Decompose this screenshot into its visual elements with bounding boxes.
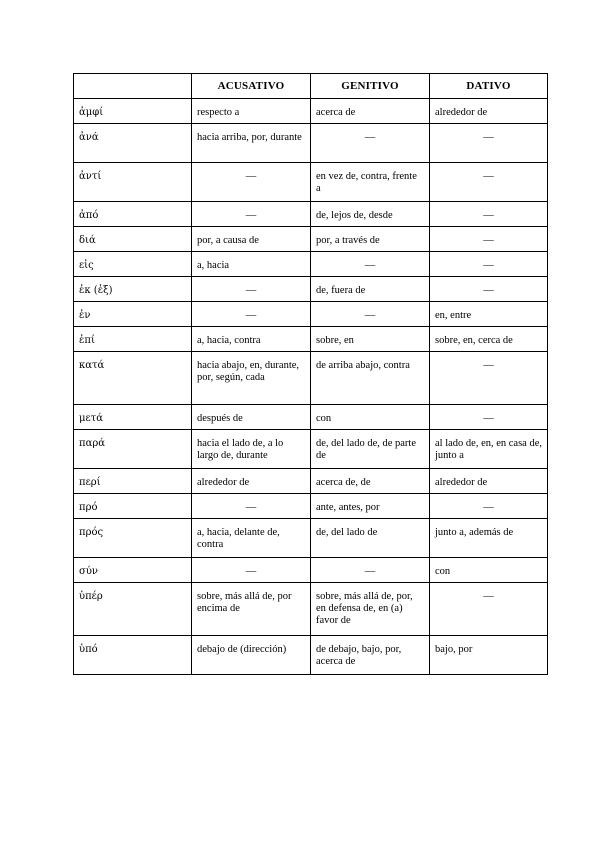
table-row [74, 99, 548, 124]
preposition-text: σύν [79, 566, 98, 577]
cell-dativo [430, 277, 548, 302]
cell-dativo [430, 519, 548, 558]
dativo-text: sobre, en, cerca de [435, 335, 513, 346]
dativo-text: — [483, 285, 494, 296]
dativo-text: — [483, 591, 494, 602]
cell-genitivo [311, 252, 430, 277]
header-cell-dativo: DATIVO [430, 74, 548, 99]
cell-acusativo [192, 202, 311, 227]
cell-preposition [74, 99, 192, 124]
table-row [74, 352, 548, 405]
acusativo-text: alrededor de [197, 477, 250, 488]
cell-dativo [430, 558, 548, 583]
cell-preposition [74, 124, 192, 163]
cell-dativo [430, 163, 548, 202]
cell-dativo [430, 202, 548, 227]
table-row [74, 302, 548, 327]
genitivo-text: de arriba abajo, contra [316, 360, 410, 371]
cell-dativo [430, 352, 548, 405]
acusativo-text: — [245, 210, 257, 221]
preposition-text: παρά [79, 438, 105, 449]
cell-preposition [74, 163, 192, 202]
cell-dativo [430, 430, 548, 469]
acusativo-text: a, hacia, delante de, contra [197, 527, 280, 550]
dativo-text: — [483, 171, 494, 182]
table-header-row [74, 74, 548, 99]
acusativo-text: debajo de (dirección) [197, 644, 287, 655]
cell-dativo [430, 302, 548, 327]
acusativo-text: — [245, 285, 257, 296]
acusativo-text: — [245, 502, 257, 513]
genitivo-text: — [364, 260, 376, 271]
dativo-text: al lado de, en, en casa de, junto a [435, 438, 542, 461]
genitivo-text: acerca de [316, 107, 356, 118]
cell-acusativo [192, 405, 311, 430]
cell-genitivo [311, 352, 430, 405]
acusativo-text: hacia arriba, por, durante [197, 132, 302, 143]
cell-genitivo [311, 430, 430, 469]
table-row [74, 469, 548, 494]
cell-genitivo [311, 558, 430, 583]
cell-dativo [430, 636, 548, 675]
cell-preposition [74, 469, 192, 494]
genitivo-text: sobre, en [316, 335, 354, 346]
table-row [74, 124, 548, 163]
cell-acusativo [192, 227, 311, 252]
acusativo-text: hacia abajo, en, durante, por, según, cada [197, 360, 300, 383]
preposition-text: ἐκ (ἐξ) [79, 285, 113, 296]
cell-genitivo [311, 302, 430, 327]
dativo-text: — [483, 413, 494, 424]
preposition-text: κατά [79, 360, 105, 371]
cell-dativo [430, 327, 548, 352]
dativo-text: — [483, 260, 494, 271]
acusativo-text: sobre, más allá de, por encima de [197, 591, 292, 614]
table-row [74, 277, 548, 302]
cell-genitivo [311, 583, 430, 636]
cell-dativo [430, 583, 548, 636]
acusativo-text: después de [197, 413, 243, 424]
cell-preposition [74, 494, 192, 519]
acusativo-text: a, hacia [197, 260, 230, 271]
acusativo-text: — [245, 171, 257, 182]
table-body [74, 99, 548, 675]
cell-preposition [74, 405, 192, 430]
preposition-text: εἰς [79, 260, 94, 271]
cell-dativo [430, 405, 548, 430]
genitivo-text: sobre, más allá de, por, en defensa de, en (a) favor de [316, 591, 413, 626]
table-row [74, 327, 548, 352]
cell-genitivo [311, 277, 430, 302]
table-row [74, 252, 548, 277]
cell-acusativo [192, 558, 311, 583]
cell-preposition [74, 519, 192, 558]
table-row [74, 227, 548, 252]
cell-genitivo [311, 327, 430, 352]
genitivo-text: con [316, 413, 332, 424]
cell-dativo [430, 124, 548, 163]
cell-acusativo [192, 636, 311, 675]
cell-genitivo [311, 227, 430, 252]
cell-acusativo [192, 352, 311, 405]
cell-acusativo [192, 583, 311, 636]
preposition-text: ἀμφί [79, 107, 104, 118]
dativo-text: — [483, 360, 494, 371]
acusativo-text: respecto a [197, 107, 240, 118]
cell-preposition [74, 636, 192, 675]
genitivo-text: por, a través de [316, 235, 380, 246]
cell-preposition [74, 202, 192, 227]
dativo-text: en, entre [435, 310, 472, 321]
dativo-text: alrededor de [435, 107, 488, 118]
preposition-text: ἀντί [79, 171, 102, 182]
dativo-text: — [483, 132, 494, 143]
cell-preposition [74, 430, 192, 469]
cell-preposition [74, 583, 192, 636]
cell-preposition [74, 352, 192, 405]
cell-acusativo [192, 430, 311, 469]
cell-dativo [430, 469, 548, 494]
cell-genitivo [311, 163, 430, 202]
genitivo-text: de debajo, bajo, por, acerca de [316, 644, 402, 667]
preposition-text: περί [79, 477, 101, 488]
acusativo-text: — [245, 566, 257, 577]
preposition-text: ἐν [79, 310, 91, 321]
cell-genitivo [311, 405, 430, 430]
dativo-text: junto a, además de [435, 527, 514, 538]
cell-acusativo [192, 494, 311, 519]
acusativo-text: a, hacia, contra [197, 335, 261, 346]
genitivo-text: de, del lado de, de parte de [316, 438, 416, 461]
acusativo-text: hacia el lado de, a lo largo de, durante [197, 438, 284, 461]
cell-preposition [74, 227, 192, 252]
cell-genitivo [311, 124, 430, 163]
cell-dativo [430, 227, 548, 252]
genitivo-text: de, fuera de [316, 285, 366, 296]
preposition-text: ἀνά [79, 132, 99, 143]
table-row [74, 430, 548, 469]
prepositions-table [73, 73, 548, 675]
cell-genitivo [311, 519, 430, 558]
cell-genitivo [311, 99, 430, 124]
dativo-text: — [483, 210, 494, 221]
preposition-text: μετά [79, 413, 103, 424]
preposition-text: πρός [79, 527, 104, 538]
acusativo-text: por, a causa de [197, 235, 259, 246]
genitivo-text: — [364, 566, 376, 577]
preposition-text: ὑπό [79, 644, 98, 655]
cell-acusativo [192, 302, 311, 327]
cell-genitivo [311, 469, 430, 494]
preposition-text: πρό [79, 502, 98, 513]
table-row [74, 494, 548, 519]
dativo-text: — [483, 235, 494, 246]
cell-acusativo [192, 124, 311, 163]
preposition-text: ἀπό [79, 210, 99, 221]
table-row [74, 163, 548, 202]
dativo-text: bajo, por [435, 644, 473, 655]
cell-acusativo [192, 252, 311, 277]
cell-acusativo [192, 99, 311, 124]
cell-acusativo [192, 469, 311, 494]
cell-acusativo [192, 163, 311, 202]
preposition-text: ἐπί [79, 335, 95, 346]
cell-genitivo [311, 494, 430, 519]
dativo-text: — [483, 502, 494, 513]
cell-genitivo [311, 636, 430, 675]
cell-dativo [430, 99, 548, 124]
genitivo-text: de, del lado de [316, 527, 378, 538]
genitivo-text: acerca de, de [316, 477, 371, 488]
preposition-text: διά [79, 235, 96, 246]
table-row [74, 583, 548, 636]
cell-acusativo [192, 519, 311, 558]
cell-preposition [74, 302, 192, 327]
table-row [74, 636, 548, 675]
cell-acusativo [192, 327, 311, 352]
genitivo-text: ante, antes, por [316, 502, 380, 513]
cell-acusativo [192, 277, 311, 302]
preposition-text: ὑπέρ [79, 591, 103, 602]
genitivo-text: — [364, 310, 376, 321]
table-row [74, 405, 548, 430]
dativo-text: con [435, 566, 451, 577]
genitivo-text: en vez de, contra, frente a [316, 171, 417, 194]
table-row [74, 558, 548, 583]
dativo-text: alrededor de [435, 477, 488, 488]
cell-dativo [430, 252, 548, 277]
table-row [74, 202, 548, 227]
cell-preposition [74, 252, 192, 277]
genitivo-text: de, lejos de, desde [316, 210, 393, 221]
header-cell-empty [74, 74, 192, 99]
header-cell-acusativo: ACUSATIVO [192, 74, 311, 99]
cell-preposition [74, 327, 192, 352]
cell-preposition [74, 558, 192, 583]
acusativo-text: — [245, 310, 257, 321]
genitivo-text: — [364, 132, 376, 143]
table-row [74, 519, 548, 558]
cell-preposition [74, 277, 192, 302]
header-cell-genitivo: GENITIVO [311, 74, 430, 99]
cell-genitivo [311, 202, 430, 227]
cell-dativo [430, 494, 548, 519]
